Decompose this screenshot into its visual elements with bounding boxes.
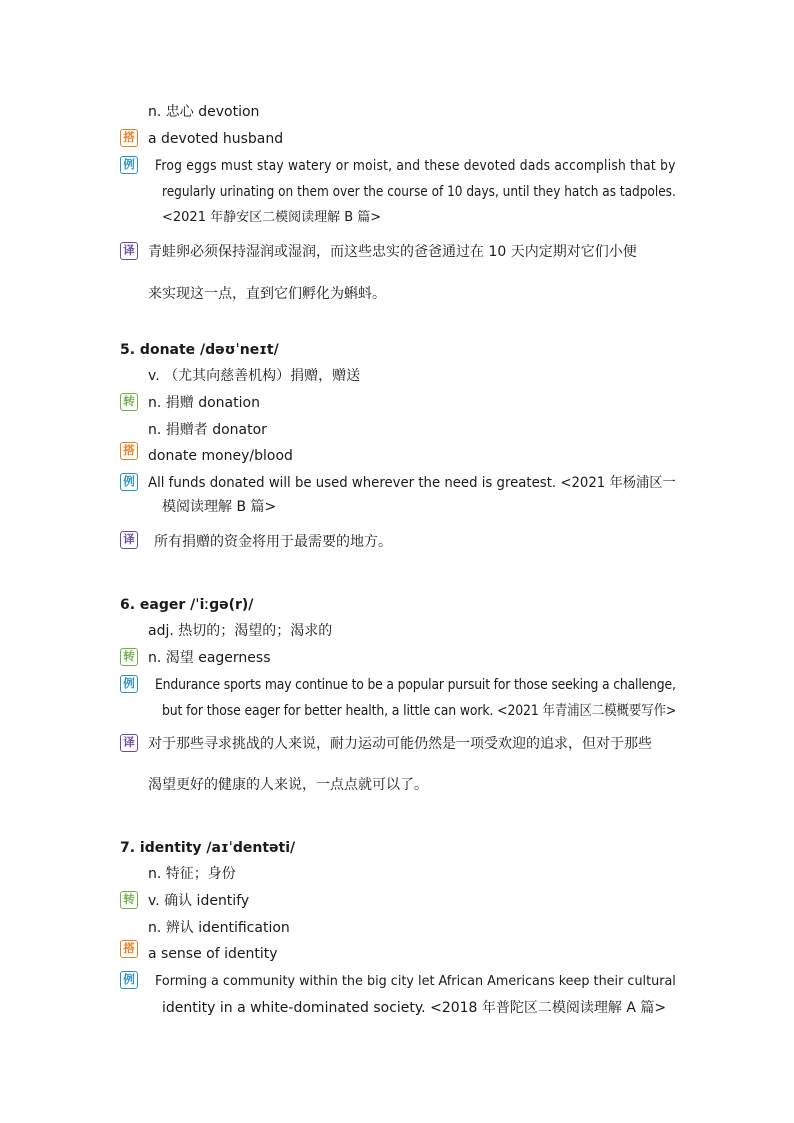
- identity-example-line-1: Forming a community within the big city let African Americans keep their cultural: [155, 973, 676, 989]
- devoted-translation-line-1: 青蛙卵必须保持湿润或湿润，而这些忠实的爸爸通过在 10 天内定期对它们小便: [148, 244, 637, 260]
- collocation-badge: 搭: [120, 940, 138, 958]
- example-badge: 例: [120, 971, 138, 989]
- devoted-example-source: <2021 年静安区二模阅读理解 B 篇>: [162, 210, 382, 225]
- translation-badge: 译: [120, 531, 138, 549]
- translation-badge: 译: [120, 734, 138, 752]
- eager-example-line-1: Endurance sports may continue to be a popular pursuit for those seeking a challenge,: [155, 677, 676, 693]
- donate-translation: 所有捐赠的资金将用于最需要的地方。: [154, 534, 392, 550]
- eager-translation-line-2: 渴望更好的健康的人来说，一点点就可以了。: [148, 777, 428, 793]
- devoted-noun: n. 忠心 devotion: [148, 104, 260, 120]
- devoted-collocation: a devoted husband: [148, 131, 284, 147]
- identity-meaning: n. 特征；身份: [148, 866, 236, 882]
- eager-translation-line-1: 对于那些寻求挑战的人来说，耐力运动可能仍然是一项受欢迎的追求，但对于那些: [148, 736, 652, 752]
- derivation-badge: 转: [120, 891, 138, 909]
- eager-derivation: n. 渴望 eagerness: [148, 650, 271, 666]
- example-badge: 例: [120, 473, 138, 491]
- donate-derivation-1: n. 捐赠 donation: [148, 395, 260, 411]
- identity-collocation: a sense of identity: [148, 946, 278, 962]
- translation-badge: 译: [120, 242, 138, 260]
- derivation-badge: 转: [120, 648, 138, 666]
- devoted-example-line-1: Frog eggs must stay watery or moist, and these devoted dads accomplish that by: [155, 158, 676, 174]
- eager-meaning: adj. 热切的；渴望的；渴求的: [148, 623, 333, 639]
- devoted-translation-line-2: 来实现这一点，直到它们孵化为蝌蚪。: [148, 286, 386, 302]
- example-badge: 例: [120, 156, 138, 174]
- headword-eager: 6. eager /ˈiːɡə(r)/: [120, 597, 254, 613]
- headword-donate: 5. donate /dəʊˈneɪt/: [120, 342, 279, 358]
- identity-example-line-2: identity in a white-dominated society. <2018 年普陀区二模阅读理解 A 篇>: [162, 1000, 667, 1016]
- headword-identity: 7. identity /aɪˈdentəti/: [120, 840, 296, 856]
- devoted-example-line-2: regularly urinating on them over the course of 10 days, until they hatch as tadpoles.: [162, 184, 676, 200]
- collocation-badge: 搭: [120, 442, 138, 460]
- derivation-badge: 转: [120, 393, 138, 411]
- identity-derivation-1: v. 确认 identify: [148, 893, 250, 909]
- identity-derivation-2: n. 辨认 identification: [148, 920, 290, 936]
- eager-example-line-2: but for those eager for better health, a little can work. <2021 年青浦区二模概要写作>: [162, 703, 677, 719]
- donate-derivation-2: n. 捐赠者 donator: [148, 422, 267, 438]
- donate-example-line-1: All funds donated will be used wherever the need is greatest. <2021 年杨浦区一: [148, 475, 676, 491]
- example-badge: 例: [120, 675, 138, 693]
- collocation-badge: 搭: [120, 129, 138, 147]
- donate-meaning: v. （尤其向慈善机构）捐赠，赠送: [148, 368, 361, 384]
- donate-example-line-2: 模阅读理解 B 篇>: [162, 499, 277, 515]
- donate-collocation: donate money/blood: [148, 448, 293, 464]
